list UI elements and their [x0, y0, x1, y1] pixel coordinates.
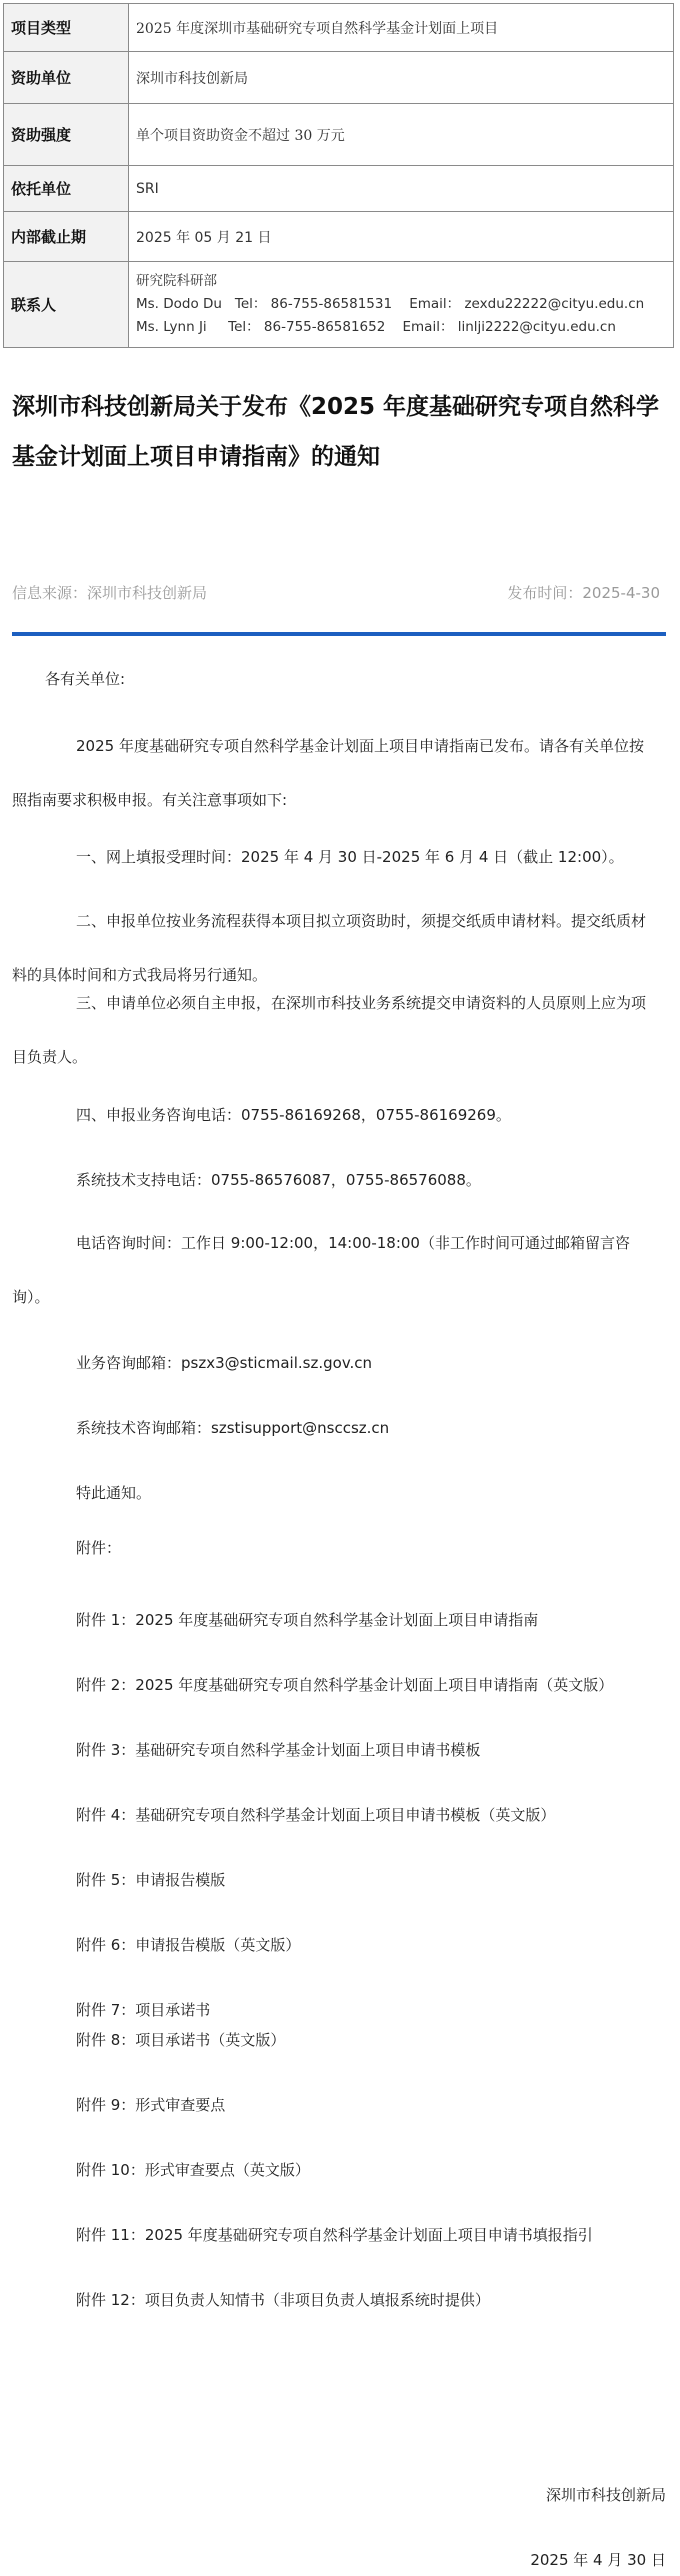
attachment-link[interactable]: 附件 6：申请报告模版（英文版） [76, 1936, 301, 1954]
attachments-heading: 附件： [76, 1539, 122, 1557]
info-label: 项目类型 [4, 4, 129, 52]
tech-email-link[interactable]: szstisupport@nsccsz.cn [211, 1419, 390, 1437]
info-label: 内部截止期 [4, 212, 129, 262]
notice-item-1: 一、网上填报受理时间：2025 年 4 月 30 日-2025 年 6 月 4 日（截止 12:00）。 [76, 848, 624, 866]
info-row-deadline [4, 212, 674, 262]
tech-email-line [76, 1417, 680, 1438]
info-value: 深圳市科技创新局 [129, 52, 674, 104]
attachment-link[interactable]: 附件 9：形式审查要点 [76, 2096, 226, 2114]
info-row-amount [4, 104, 674, 166]
signature-date: 2025 年 4 月 30 日 [530, 2551, 666, 2569]
info-row-host [4, 166, 674, 212]
attachment-link[interactable]: 附件 8：项目承诺书（英文版） [76, 2031, 286, 2049]
article-meta [12, 582, 660, 604]
info-label: 资助单位 [4, 52, 129, 104]
contact-cell [129, 262, 674, 348]
attachment-link[interactable]: 附件 4：基础研究专项自然科学基金计划面上项目申请书模板（英文版） [76, 1806, 556, 1824]
notice-item-2: 二、申报单位按业务流程获得本项目拟立项资助时，须提交纸质申请材料。提交纸质材料的具体时间和方式我局将另行通知。 [12, 912, 647, 984]
info-row-funder [4, 52, 674, 104]
business-email-label: 业务咨询邮箱： [76, 1354, 182, 1372]
info-label: 资助强度 [4, 104, 129, 166]
article-title: 深圳市科技创新局关于发布《2025 年度基础研究专项自然科学基金计划面上项目申请指南》的通知 [12, 394, 660, 470]
info-value: 2025 年度深圳市基础研究专项自然科学基金计划面上项目 [129, 4, 674, 52]
attachment-link[interactable]: 附件 12：项目负责人知情书（非项目负责人填报系统时提供） [76, 2291, 490, 2309]
info-value: 2025 年 05 月 21 日 [129, 212, 674, 262]
info-source: 信息来源：深圳市科技创新局 [12, 584, 208, 602]
contact-person: Ms. Dodo Du Tel： 86-755-86581531 Email： zexdu22222@cityu.edu.cn [136, 296, 645, 312]
tech-email-label: 系统技术咨询邮箱： [76, 1419, 212, 1437]
notice-item-4: 四、申报业务咨询电话：0755-86169268，0755-86169269。 [76, 1106, 511, 1124]
attachment-link[interactable]: 附件 11：2025 年度基础研究专项自然科学基金计划面上项目申请书填报指引 [76, 2226, 593, 2244]
attachment-link[interactable]: 附件 2：2025 年度基础研究专项自然科学基金计划面上项目申请指南（英文版） [76, 1676, 614, 1694]
business-email-line [76, 1352, 680, 1373]
intro-paragraph: 2025 年度基础研究专项自然科学基金计划面上项目申请指南已发布。请各有关单位按照指南要求积极申报。有关注意事项如下: [12, 737, 644, 809]
info-label: 联系人 [4, 262, 129, 348]
title-divider [12, 632, 666, 636]
tech-support-phone: 系统技术支持电话：0755-86576087，0755-86576088。 [76, 1171, 481, 1189]
signature-org: 深圳市科技创新局 [545, 2486, 666, 2504]
business-email-link[interactable]: pszx3@sticmail.sz.gov.cn [181, 1354, 373, 1372]
contact-department: 研究院科研部 [136, 273, 217, 289]
info-row-contact [4, 262, 674, 348]
publish-date: 发布时间：2025-4-30 [507, 584, 660, 602]
notice-item-3: 三、申请单位必须自主申报，在深圳市科技业务系统提交申请资料的人员原则上应为项目负责人。 [12, 994, 647, 1066]
info-label: 依托单位 [4, 166, 129, 212]
attachment-link[interactable]: 附件 7：项目承诺书 [76, 2001, 211, 2019]
consult-hours: 电话咨询时间：工作日 9:00-12:00，14:00-18:00（非工作时间可通过邮箱留言咨询）。 [12, 1234, 630, 1306]
info-value: 单个项目资助资金不超过 30 万元 [129, 104, 674, 166]
info-row-type [4, 4, 674, 52]
info-value: SRI [129, 166, 674, 212]
closing-notice: 特此通知。 [76, 1484, 152, 1502]
attachment-link[interactable]: 附件 5：申请报告模版 [76, 1871, 226, 1889]
attachment-link[interactable]: 附件 3：基础研究专项自然科学基金计划面上项目申请书模板 [76, 1741, 481, 1759]
contact-person: Ms. Lynn Ji Tel： 86-755-86581652 Email： linlji2222@cityu.edu.cn [136, 319, 616, 335]
attachment-link[interactable]: 附件 1：2025 年度基础研究专项自然科学基金计划面上项目申请指南 [76, 1611, 539, 1629]
project-info-table [3, 3, 674, 348]
salutation: 各有关单位: [45, 670, 126, 688]
attachment-link[interactable]: 附件 10：形式审查要点（英文版） [76, 2161, 310, 2179]
